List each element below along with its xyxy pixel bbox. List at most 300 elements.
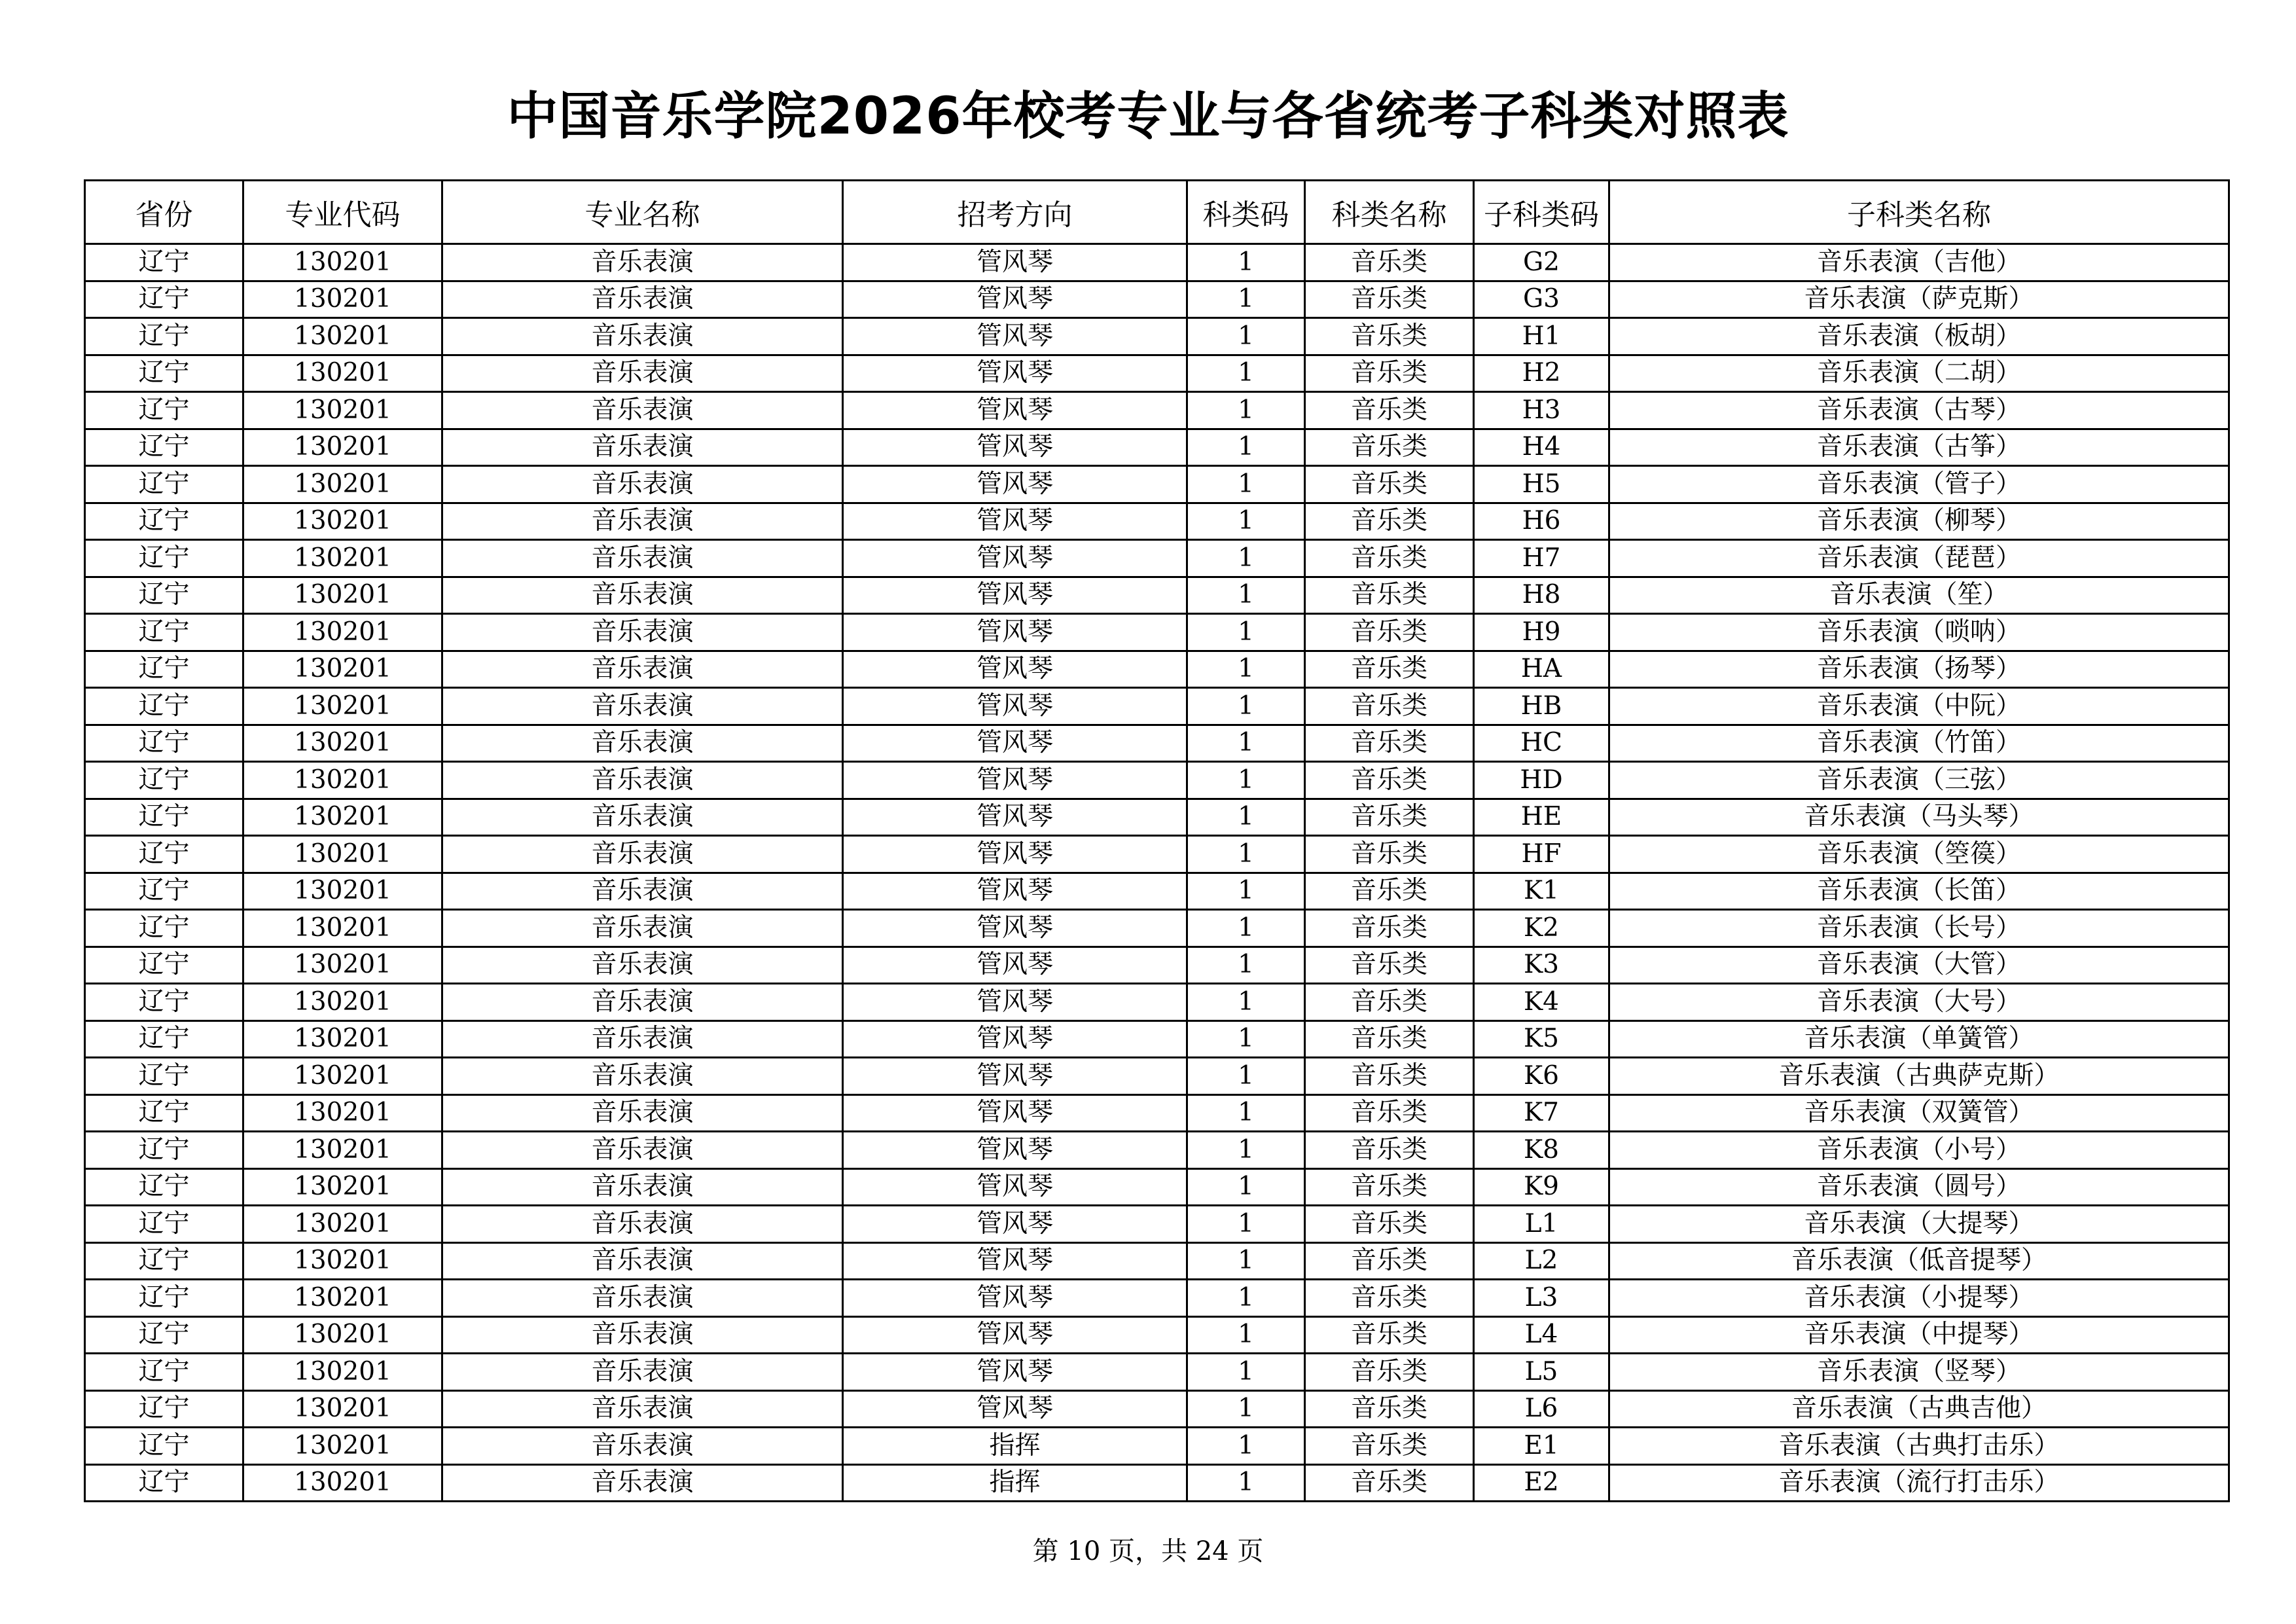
category-name-cell: 音乐类 [1305, 503, 1474, 540]
category-code-cell: 1 [1187, 1428, 1305, 1465]
subcategory-name-cell: 音乐表演（中阮） [1609, 688, 2229, 725]
major-name-cell: 音乐表演 [442, 577, 843, 614]
table-row [85, 762, 2229, 799]
table-row [85, 1058, 2229, 1095]
table-row [85, 1390, 2229, 1428]
direction-cell: 管风琴 [843, 355, 1187, 392]
category-code-cell: 1 [1187, 281, 1305, 318]
subcategory-name-cell: 音乐表演（扬琴） [1609, 651, 2229, 688]
province-cell: 辽宁 [85, 392, 243, 429]
major-name-cell: 音乐表演 [442, 1428, 843, 1465]
category-name-cell: 音乐类 [1305, 1280, 1474, 1317]
category-name-cell: 音乐类 [1305, 1132, 1474, 1169]
province-cell: 辽宁 [85, 1094, 243, 1132]
subcategory-name-cell: 音乐表演（箜篌） [1609, 836, 2229, 873]
subcategory-code-cell: G2 [1474, 244, 1609, 281]
province-cell: 辽宁 [85, 281, 243, 318]
table-row [85, 1354, 2229, 1391]
category-name-cell: 音乐类 [1305, 1428, 1474, 1465]
subcategory-name-cell: 音乐表演（大管） [1609, 947, 2229, 984]
category-name-cell: 音乐类 [1305, 392, 1474, 429]
direction-cell: 管风琴 [843, 910, 1187, 947]
major-code-cell: 130201 [243, 651, 442, 688]
province-cell: 辽宁 [85, 1242, 243, 1280]
major-code-cell: 130201 [243, 984, 442, 1021]
table-row [85, 1132, 2229, 1169]
major-name-cell: 音乐表演 [442, 281, 843, 318]
subcategory-code-cell: HD [1474, 762, 1609, 799]
category-code-cell: 1 [1187, 1168, 1305, 1206]
major-code-cell: 130201 [243, 281, 442, 318]
subcategory-code-cell: H2 [1474, 355, 1609, 392]
major-name-cell: 音乐表演 [442, 1390, 843, 1428]
subcategory-code-cell: E2 [1474, 1464, 1609, 1502]
subcategory-name-cell: 音乐表演（流行打击乐） [1609, 1464, 2229, 1502]
table-row [85, 244, 2229, 281]
subcategory-name-cell: 音乐表演（板胡） [1609, 318, 2229, 355]
category-name-cell: 音乐类 [1305, 651, 1474, 688]
direction-cell: 管风琴 [843, 1020, 1187, 1058]
header-category-code: 科类码 [1187, 181, 1305, 244]
province-cell: 辽宁 [85, 836, 243, 873]
subcategory-code-cell: L2 [1474, 1242, 1609, 1280]
major-name-cell: 音乐表演 [442, 762, 843, 799]
category-code-cell: 1 [1187, 540, 1305, 577]
category-code-cell: 1 [1187, 688, 1305, 725]
major-code-cell: 130201 [243, 355, 442, 392]
province-cell: 辽宁 [85, 318, 243, 355]
table-row [85, 577, 2229, 614]
subcategory-name-cell: 音乐表演（萨克斯） [1609, 281, 2229, 318]
province-cell: 辽宁 [85, 1464, 243, 1502]
table-header-row [85, 181, 2229, 244]
category-name-cell: 音乐类 [1305, 244, 1474, 281]
major-name-cell: 音乐表演 [442, 1354, 843, 1391]
category-name-cell: 音乐类 [1305, 1058, 1474, 1095]
province-cell: 辽宁 [85, 910, 243, 947]
direction-cell: 管风琴 [843, 1280, 1187, 1317]
category-code-cell: 1 [1187, 1464, 1305, 1502]
subcategory-code-cell: K5 [1474, 1020, 1609, 1058]
table-row [85, 651, 2229, 688]
category-code-cell: 1 [1187, 1280, 1305, 1317]
subcategory-name-cell: 音乐表演（笙） [1609, 577, 2229, 614]
major-code-cell: 130201 [243, 947, 442, 984]
category-code-cell: 1 [1187, 1132, 1305, 1169]
major-name-cell: 音乐表演 [442, 1280, 843, 1317]
category-name-cell: 音乐类 [1305, 762, 1474, 799]
major-code-cell: 130201 [243, 540, 442, 577]
major-name-cell: 音乐表演 [442, 688, 843, 725]
subcategory-name-cell: 音乐表演（古典打击乐） [1609, 1428, 2229, 1465]
subcategory-name-cell: 音乐表演（圆号） [1609, 1168, 2229, 1206]
category-code-cell: 1 [1187, 799, 1305, 836]
subcategory-code-cell: H7 [1474, 540, 1609, 577]
subcategory-code-cell: L6 [1474, 1390, 1609, 1428]
category-name-cell: 音乐类 [1305, 318, 1474, 355]
subcategory-code-cell: G3 [1474, 281, 1609, 318]
category-code-cell: 1 [1187, 1058, 1305, 1095]
category-code-cell: 1 [1187, 725, 1305, 762]
major-name-cell: 音乐表演 [442, 984, 843, 1021]
major-code-cell: 130201 [243, 1354, 442, 1391]
table-body [85, 244, 2229, 1502]
category-name-cell: 音乐类 [1305, 984, 1474, 1021]
subcategory-code-cell: H6 [1474, 503, 1609, 540]
table-row [85, 1206, 2229, 1243]
major-name-cell: 音乐表演 [442, 466, 843, 503]
subcategory-code-cell: H9 [1474, 614, 1609, 651]
subcategory-name-cell: 音乐表演（竖琴） [1609, 1354, 2229, 1391]
category-name-cell: 音乐类 [1305, 1390, 1474, 1428]
subcategory-name-cell: 音乐表演（单簧管） [1609, 1020, 2229, 1058]
direction-cell: 管风琴 [843, 503, 1187, 540]
category-name-cell: 音乐类 [1305, 725, 1474, 762]
category-code-cell: 1 [1187, 836, 1305, 873]
subcategory-name-cell: 音乐表演（古典萨克斯） [1609, 1058, 2229, 1095]
category-code-cell: 1 [1187, 614, 1305, 651]
province-cell: 辽宁 [85, 651, 243, 688]
subcategory-name-cell: 音乐表演（马头琴） [1609, 799, 2229, 836]
subcategory-name-cell: 音乐表演（中提琴） [1609, 1316, 2229, 1354]
category-code-cell: 1 [1187, 318, 1305, 355]
table-row [85, 281, 2229, 318]
category-code-cell: 1 [1187, 392, 1305, 429]
major-code-cell: 130201 [243, 614, 442, 651]
header-subcategory-name: 子科类名称 [1609, 181, 2229, 244]
subcategory-name-cell: 音乐表演（管子） [1609, 466, 2229, 503]
table-row [85, 725, 2229, 762]
header-subcategory-code: 子科类码 [1474, 181, 1609, 244]
subcategory-name-cell: 音乐表演（长笛） [1609, 873, 2229, 910]
major-code-cell: 130201 [243, 873, 442, 910]
header-major-code: 专业代码 [243, 181, 442, 244]
category-code-cell: 1 [1187, 355, 1305, 392]
category-name-cell: 音乐类 [1305, 281, 1474, 318]
major-code-cell: 130201 [243, 688, 442, 725]
major-code-cell: 130201 [243, 1428, 442, 1465]
table-row [85, 873, 2229, 910]
comparison-table [84, 179, 2230, 1502]
category-code-cell: 1 [1187, 910, 1305, 947]
category-name-cell: 音乐类 [1305, 1206, 1474, 1243]
province-cell: 辽宁 [85, 1428, 243, 1465]
major-name-cell: 音乐表演 [442, 540, 843, 577]
category-name-cell: 音乐类 [1305, 836, 1474, 873]
table-row [85, 799, 2229, 836]
major-code-cell: 130201 [243, 1132, 442, 1169]
table-row [85, 1280, 2229, 1317]
direction-cell: 管风琴 [843, 392, 1187, 429]
subcategory-name-cell: 音乐表演（三弦） [1609, 762, 2229, 799]
major-name-cell: 音乐表演 [442, 1058, 843, 1095]
subcategory-code-cell: HF [1474, 836, 1609, 873]
table-row [85, 947, 2229, 984]
header-province: 省份 [85, 181, 243, 244]
subcategory-code-cell: K6 [1474, 1058, 1609, 1095]
subcategory-code-cell: K1 [1474, 873, 1609, 910]
direction-cell: 管风琴 [843, 984, 1187, 1021]
table-row [85, 1316, 2229, 1354]
province-cell: 辽宁 [85, 429, 243, 466]
subcategory-code-cell: HB [1474, 688, 1609, 725]
category-code-cell: 1 [1187, 1390, 1305, 1428]
table-row [85, 984, 2229, 1021]
subcategory-code-cell: HC [1474, 725, 1609, 762]
province-cell: 辽宁 [85, 873, 243, 910]
subcategory-name-cell: 音乐表演（竹笛） [1609, 725, 2229, 762]
direction-cell: 管风琴 [843, 688, 1187, 725]
table-row [85, 392, 2229, 429]
major-name-cell: 音乐表演 [442, 614, 843, 651]
subcategory-name-cell: 音乐表演（古筝） [1609, 429, 2229, 466]
subcategory-code-cell: H4 [1474, 429, 1609, 466]
category-code-cell: 1 [1187, 1354, 1305, 1391]
major-code-cell: 130201 [243, 466, 442, 503]
major-code-cell: 130201 [243, 1168, 442, 1206]
subcategory-code-cell: K4 [1474, 984, 1609, 1021]
direction-cell: 管风琴 [843, 1354, 1187, 1391]
major-name-cell: 音乐表演 [442, 429, 843, 466]
direction-cell: 管风琴 [843, 836, 1187, 873]
major-code-cell: 130201 [243, 836, 442, 873]
subcategory-code-cell: E1 [1474, 1428, 1609, 1465]
category-code-cell: 1 [1187, 1020, 1305, 1058]
category-code-cell: 1 [1187, 1316, 1305, 1354]
direction-cell: 管风琴 [843, 577, 1187, 614]
major-code-cell: 130201 [243, 1020, 442, 1058]
header-major-name: 专业名称 [442, 181, 843, 244]
major-code-cell: 130201 [243, 1058, 442, 1095]
province-cell: 辽宁 [85, 1020, 243, 1058]
table-row [85, 836, 2229, 873]
subcategory-name-cell: 音乐表演（二胡） [1609, 355, 2229, 392]
category-name-cell: 音乐类 [1305, 614, 1474, 651]
direction-cell: 管风琴 [843, 1390, 1187, 1428]
subcategory-name-cell: 音乐表演（长号） [1609, 910, 2229, 947]
province-cell: 辽宁 [85, 688, 243, 725]
major-name-cell: 音乐表演 [442, 1020, 843, 1058]
table-row [85, 1242, 2229, 1280]
province-cell: 辽宁 [85, 614, 243, 651]
category-code-cell: 1 [1187, 762, 1305, 799]
major-code-cell: 130201 [243, 244, 442, 281]
direction-cell: 管风琴 [843, 466, 1187, 503]
direction-cell: 管风琴 [843, 799, 1187, 836]
table-row [85, 1464, 2229, 1502]
direction-cell: 管风琴 [843, 318, 1187, 355]
province-cell: 辽宁 [85, 1168, 243, 1206]
category-name-cell: 音乐类 [1305, 1168, 1474, 1206]
category-name-cell: 音乐类 [1305, 355, 1474, 392]
category-name-cell: 音乐类 [1305, 910, 1474, 947]
major-code-cell: 130201 [243, 1094, 442, 1132]
category-code-cell: 1 [1187, 651, 1305, 688]
major-code-cell: 130201 [243, 1242, 442, 1280]
major-name-cell: 音乐表演 [442, 1132, 843, 1169]
header-category-name: 科类名称 [1305, 181, 1474, 244]
major-name-cell: 音乐表演 [442, 1464, 843, 1502]
province-cell: 辽宁 [85, 762, 243, 799]
subcategory-name-cell: 音乐表演（唢呐） [1609, 614, 2229, 651]
major-name-cell: 音乐表演 [442, 725, 843, 762]
major-code-cell: 130201 [243, 1390, 442, 1428]
page-number: 第 10 页，共 24 页 [1032, 1536, 1264, 1566]
category-name-cell: 音乐类 [1305, 1464, 1474, 1502]
category-name-cell: 音乐类 [1305, 540, 1474, 577]
category-name-cell: 音乐类 [1305, 1354, 1474, 1391]
major-code-cell: 130201 [243, 1464, 442, 1502]
category-name-cell: 音乐类 [1305, 1242, 1474, 1280]
table-row [85, 1428, 2229, 1465]
province-cell: 辽宁 [85, 1316, 243, 1354]
direction-cell: 管风琴 [843, 1316, 1187, 1354]
direction-cell: 指挥 [843, 1428, 1187, 1465]
category-name-cell: 音乐类 [1305, 799, 1474, 836]
major-name-cell: 音乐表演 [442, 392, 843, 429]
category-name-cell: 音乐类 [1305, 947, 1474, 984]
direction-cell: 管风琴 [843, 1132, 1187, 1169]
category-code-cell: 1 [1187, 244, 1305, 281]
major-name-cell: 音乐表演 [442, 651, 843, 688]
category-name-cell: 音乐类 [1305, 429, 1474, 466]
subcategory-name-cell: 音乐表演（大提琴） [1609, 1206, 2229, 1243]
category-code-cell: 1 [1187, 1094, 1305, 1132]
province-cell: 辽宁 [85, 1390, 243, 1428]
category-name-cell: 音乐类 [1305, 1094, 1474, 1132]
province-cell: 辽宁 [85, 1280, 243, 1317]
province-cell: 辽宁 [85, 1206, 243, 1243]
table-row [85, 540, 2229, 577]
direction-cell: 管风琴 [843, 614, 1187, 651]
major-code-cell: 130201 [243, 762, 442, 799]
major-code-cell: 130201 [243, 577, 442, 614]
category-code-cell: 1 [1187, 1206, 1305, 1243]
major-code-cell: 130201 [243, 1316, 442, 1354]
subcategory-code-cell: K3 [1474, 947, 1609, 984]
category-code-cell: 1 [1187, 503, 1305, 540]
major-name-cell: 音乐表演 [442, 947, 843, 984]
province-cell: 辽宁 [85, 947, 243, 984]
subcategory-code-cell: H5 [1474, 466, 1609, 503]
major-name-cell: 音乐表演 [442, 503, 843, 540]
table-row [85, 688, 2229, 725]
province-cell: 辽宁 [85, 503, 243, 540]
category-name-cell: 音乐类 [1305, 577, 1474, 614]
major-name-cell: 音乐表演 [442, 355, 843, 392]
province-cell: 辽宁 [85, 984, 243, 1021]
subcategory-name-cell: 音乐表演（古典吉他） [1609, 1390, 2229, 1428]
subcategory-name-cell: 音乐表演（大号） [1609, 984, 2229, 1021]
major-name-cell: 音乐表演 [442, 1206, 843, 1243]
table-row [85, 1020, 2229, 1058]
category-code-cell: 1 [1187, 984, 1305, 1021]
table-row [85, 614, 2229, 651]
direction-cell: 管风琴 [843, 873, 1187, 910]
major-code-cell: 130201 [243, 1206, 442, 1243]
subcategory-name-cell: 音乐表演（双簧管） [1609, 1094, 2229, 1132]
province-cell: 辽宁 [85, 1354, 243, 1391]
province-cell: 辽宁 [85, 540, 243, 577]
direction-cell: 管风琴 [843, 947, 1187, 984]
page-title: 中国音乐学院2026年校考专业与各省统考子科类对照表 [507, 87, 1789, 146]
subcategory-code-cell: HE [1474, 799, 1609, 836]
major-code-cell: 130201 [243, 1280, 442, 1317]
direction-cell: 管风琴 [843, 244, 1187, 281]
major-name-cell: 音乐表演 [442, 836, 843, 873]
major-name-cell: 音乐表演 [442, 244, 843, 281]
category-name-cell: 音乐类 [1305, 1020, 1474, 1058]
subcategory-code-cell: K7 [1474, 1094, 1609, 1132]
major-name-cell: 音乐表演 [442, 910, 843, 947]
major-code-cell: 130201 [243, 503, 442, 540]
category-code-cell: 1 [1187, 873, 1305, 910]
direction-cell: 管风琴 [843, 429, 1187, 466]
direction-cell: 管风琴 [843, 725, 1187, 762]
table-row [85, 1168, 2229, 1206]
category-code-cell: 1 [1187, 577, 1305, 614]
direction-cell: 管风琴 [843, 1168, 1187, 1206]
major-name-cell: 音乐表演 [442, 1094, 843, 1132]
subcategory-code-cell: L1 [1474, 1206, 1609, 1243]
major-code-cell: 130201 [243, 799, 442, 836]
subcategory-code-cell: K8 [1474, 1132, 1609, 1169]
subcategory-code-cell: HA [1474, 651, 1609, 688]
subcategory-name-cell: 音乐表演（小提琴） [1609, 1280, 2229, 1317]
province-cell: 辽宁 [85, 466, 243, 503]
province-cell: 辽宁 [85, 355, 243, 392]
subcategory-code-cell: H8 [1474, 577, 1609, 614]
table-row [85, 910, 2229, 947]
province-cell: 辽宁 [85, 1058, 243, 1095]
category-code-cell: 1 [1187, 1242, 1305, 1280]
province-cell: 辽宁 [85, 1132, 243, 1169]
table-row [85, 355, 2229, 392]
direction-cell: 指挥 [843, 1464, 1187, 1502]
category-name-cell: 音乐类 [1305, 688, 1474, 725]
direction-cell: 管风琴 [843, 1058, 1187, 1095]
province-cell: 辽宁 [85, 244, 243, 281]
direction-cell: 管风琴 [843, 1206, 1187, 1243]
major-name-cell: 音乐表演 [442, 799, 843, 836]
province-cell: 辽宁 [85, 577, 243, 614]
subcategory-code-cell: K9 [1474, 1168, 1609, 1206]
subcategory-name-cell: 音乐表演（吉他） [1609, 244, 2229, 281]
subcategory-code-cell: L3 [1474, 1280, 1609, 1317]
subcategory-code-cell: L5 [1474, 1354, 1609, 1391]
direction-cell: 管风琴 [843, 540, 1187, 577]
subcategory-code-cell: K2 [1474, 910, 1609, 947]
major-code-cell: 130201 [243, 725, 442, 762]
header-direction: 招考方向 [843, 181, 1187, 244]
category-code-cell: 1 [1187, 429, 1305, 466]
subcategory-code-cell: H3 [1474, 392, 1609, 429]
subcategory-name-cell: 音乐表演（柳琴） [1609, 503, 2229, 540]
major-name-cell: 音乐表演 [442, 1316, 843, 1354]
direction-cell: 管风琴 [843, 1242, 1187, 1280]
category-name-cell: 音乐类 [1305, 466, 1474, 503]
direction-cell: 管风琴 [843, 651, 1187, 688]
major-name-cell: 音乐表演 [442, 318, 843, 355]
category-code-cell: 1 [1187, 466, 1305, 503]
subcategory-name-cell: 音乐表演（小号） [1609, 1132, 2229, 1169]
subcategory-name-cell: 音乐表演（低音提琴） [1609, 1242, 2229, 1280]
province-cell: 辽宁 [85, 799, 243, 836]
direction-cell: 管风琴 [843, 762, 1187, 799]
table-row [85, 466, 2229, 503]
subcategory-code-cell: L4 [1474, 1316, 1609, 1354]
major-code-cell: 130201 [243, 910, 442, 947]
